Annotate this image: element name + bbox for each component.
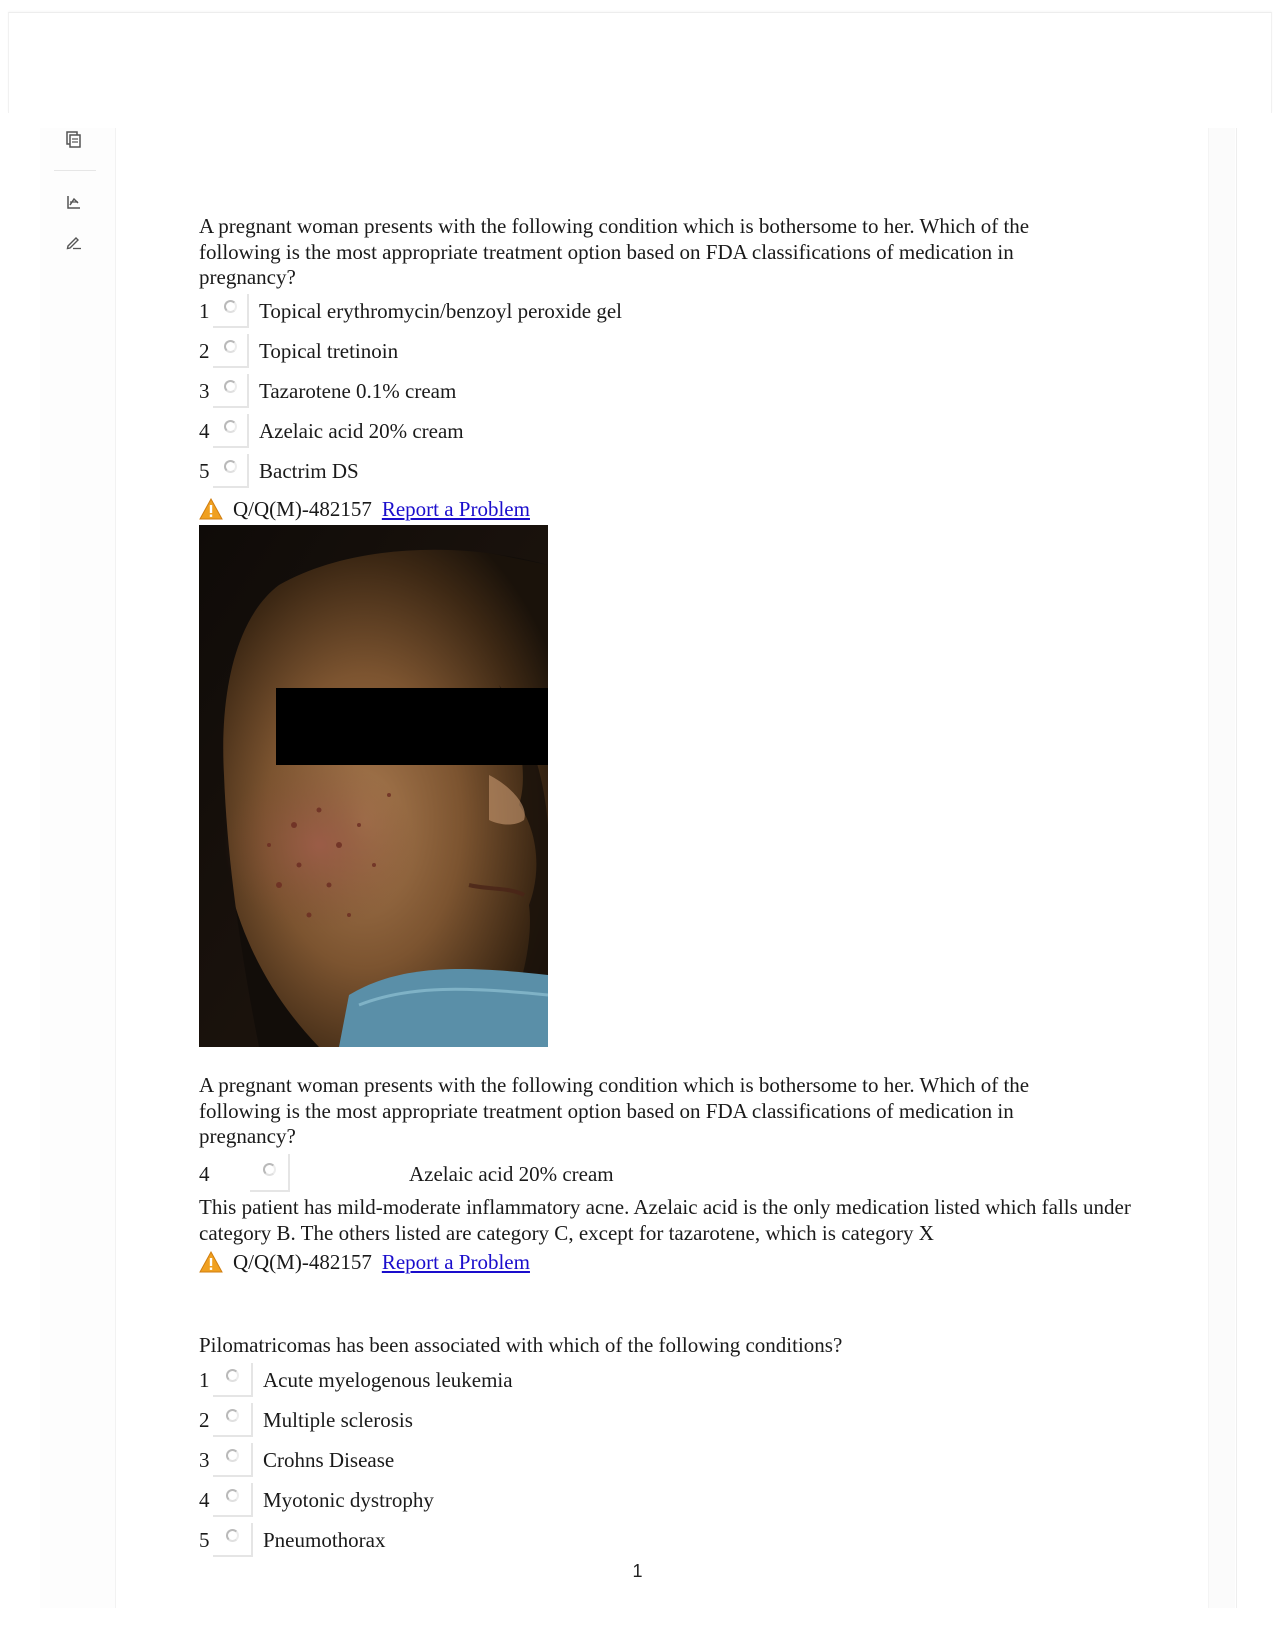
option-label: Acute myelogenous leukemia bbox=[263, 1367, 513, 1392]
question-id: Q/Q(M)-482157 bbox=[233, 1249, 372, 1274]
option-number: 1 bbox=[199, 298, 210, 323]
question-1-option-5[interactable] bbox=[199, 453, 359, 489]
radio-button[interactable] bbox=[213, 294, 249, 328]
radio-circle-icon bbox=[226, 1449, 239, 1462]
radio-circle-icon bbox=[224, 340, 237, 353]
radio-circle-icon bbox=[263, 1163, 276, 1176]
question-1-meta bbox=[199, 495, 530, 523]
answer-meta bbox=[199, 1248, 530, 1276]
copy-icon[interactable] bbox=[64, 130, 84, 150]
option-label: Myotonic dystrophy bbox=[263, 1487, 434, 1512]
answer-explanation: This patient has mild-moderate inflammatory acne. Azelaic acid is the only medication listed which falls under category B. The others listed are category C, except for tazarotene, which is category X bbox=[199, 1195, 1131, 1245]
rail-divider bbox=[54, 170, 96, 171]
radio-button[interactable] bbox=[213, 1443, 253, 1477]
radio-button[interactable] bbox=[213, 1363, 253, 1397]
edit-icon[interactable] bbox=[64, 232, 84, 252]
radio-button[interactable] bbox=[213, 1483, 253, 1517]
clinical-photo bbox=[199, 525, 548, 1047]
radio-button[interactable] bbox=[213, 1403, 253, 1437]
question-2-option-2[interactable] bbox=[199, 1402, 413, 1438]
chart-icon[interactable] bbox=[64, 192, 84, 212]
question-2-option-4[interactable] bbox=[199, 1482, 434, 1518]
option-number: 4 bbox=[199, 418, 210, 443]
option-number: 3 bbox=[199, 378, 210, 403]
warning-icon bbox=[199, 498, 223, 520]
report-problem-link[interactable]: Report a Problem bbox=[381, 496, 530, 521]
answer-label: Azelaic acid 20% cream bbox=[409, 1162, 614, 1186]
warning-icon bbox=[199, 1251, 223, 1273]
option-number: 3 bbox=[199, 1447, 210, 1472]
option-label: Azelaic acid 20% cream bbox=[259, 418, 464, 443]
option-number: 5 bbox=[199, 458, 210, 483]
radio-button[interactable] bbox=[213, 334, 249, 368]
option-number: 2 bbox=[199, 338, 210, 363]
question-1-option-3[interactable] bbox=[199, 373, 456, 409]
question-1-option-4[interactable] bbox=[199, 413, 464, 449]
radio-circle-icon bbox=[224, 300, 237, 313]
question-1-option-2[interactable] bbox=[199, 333, 398, 369]
question-1-option-1[interactable] bbox=[199, 293, 622, 329]
option-label: Pneumothorax bbox=[263, 1527, 386, 1552]
option-number: 2 bbox=[199, 1407, 210, 1432]
answer-question-text: A pregnant woman presents with the following condition which is bothersome to her. Which of the following is the most appropriate treatment option based on FDA classifications of medication in pregnancy? bbox=[199, 1073, 1030, 1148]
question-1-text: A pregnant woman presents with the following condition which is bothersome to her. Which of the following is the most appropriate treatment option based on FDA classifications of medication in pregnancy? bbox=[199, 214, 1030, 289]
radio-button[interactable] bbox=[213, 454, 249, 488]
radio-circle-icon bbox=[226, 1369, 239, 1382]
left-tool-rail bbox=[40, 128, 116, 1608]
option-number: 1 bbox=[199, 1367, 210, 1392]
option-label: Topical erythromycin/benzoyl peroxide gel bbox=[259, 298, 622, 323]
radio-circle-icon bbox=[226, 1529, 239, 1542]
radio-button[interactable] bbox=[213, 374, 249, 408]
question-2-text: Pilomatricomas has been associated with which of the following conditions? bbox=[199, 1333, 843, 1357]
top-toolbar-area bbox=[8, 12, 1272, 113]
option-number: 5 bbox=[199, 1527, 210, 1552]
radio-circle-icon bbox=[224, 460, 237, 473]
radio-button[interactable] bbox=[213, 1523, 253, 1557]
option-label: Multiple sclerosis bbox=[263, 1407, 413, 1432]
question-id: Q/Q(M)-482157 bbox=[233, 496, 372, 521]
radio-circle-icon bbox=[224, 380, 237, 393]
radio-button[interactable] bbox=[213, 414, 249, 448]
radio-circle-icon bbox=[226, 1489, 239, 1502]
option-label: Crohns Disease bbox=[263, 1447, 395, 1472]
option-number: 4 bbox=[199, 1487, 210, 1512]
question-2-option-3[interactable] bbox=[199, 1442, 394, 1478]
question-2-option-5[interactable] bbox=[199, 1522, 385, 1558]
page-number: 1 bbox=[632, 1561, 643, 1581]
right-scroll-rail[interactable] bbox=[1208, 128, 1235, 1608]
question-2-option-1[interactable] bbox=[199, 1362, 513, 1398]
report-problem-link[interactable]: Report a Problem bbox=[381, 1249, 530, 1274]
answer-radio bbox=[250, 1154, 290, 1192]
answer-number: 4 bbox=[199, 1162, 210, 1186]
radio-circle-icon bbox=[224, 420, 237, 433]
radio-circle-icon bbox=[226, 1409, 239, 1422]
option-label: Bactrim DS bbox=[259, 458, 359, 483]
option-label: Topical tretinoin bbox=[259, 338, 399, 363]
option-label: Tazarotene 0.1% cream bbox=[259, 378, 457, 403]
